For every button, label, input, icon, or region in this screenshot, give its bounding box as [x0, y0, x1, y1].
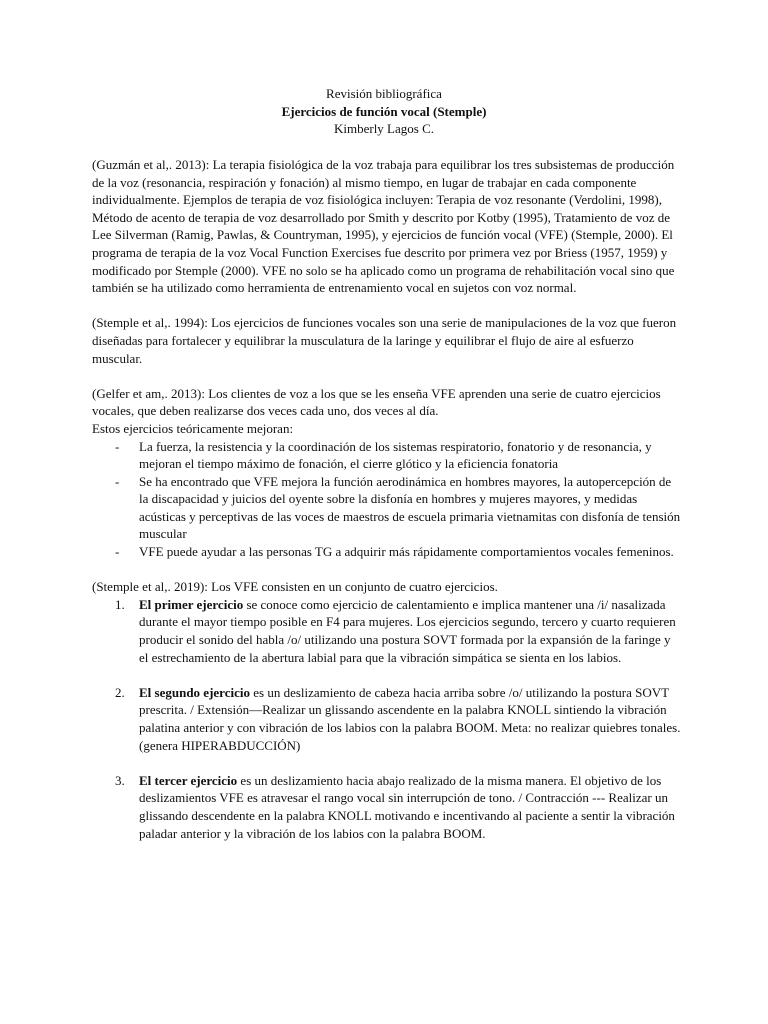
paragraph-gelfer: (Gelfer et am,. 2013): Los clientes de voz a los que se les enseña VFE aprenden una serie de cuatro ejercicios vocales, que deben realizarse dos veces cada uno, dos veces al día. [92, 385, 661, 419]
exercise-heading: El tercer ejercicio [139, 772, 238, 788]
exercise-item [92, 684, 682, 754]
list-item-text: La fuerza, la resistencia y la coordinación de los sistemas respiratorio, fonatorio y de resonancia, y mejoran el tiempo máximo de fonación, el cierre glótico y la eficiencia fonatoria [139, 438, 652, 472]
exercise-number: 3. [115, 772, 125, 788]
dash-marker: - [115, 473, 120, 489]
paragraph-guzman: (Guzmán et al,. 2013): La terapia fisiológica de la voz trabaja para equilibrar los tres subsistemas de producción de la voz (resonancia, respiración y fonación) al mismo tiempo, en lugar de trabajar en cada componente individualmente. Ejemplos de terapia de voz fisiológica incluyen: Terapia de voz resonante (Verdolini, 1998), Método de acento de terapia de voz desarrollado por Smith y descrito por Kotby (1995), Tratamiento de voz de Lee Silverman (Ramig, Pawlas, & Countryman, 1995), y ejercicios de función vocal (VFE) (Stemple, 2000). El programa de terapia de la voz Vocal Function Exercises fue descrito por primera vez por Briess (1957, 1959) y modificado por Stemple (2000). VFE no solo se ha aplicado como un programa de rehabilitación vocal sino que también se ha utilizado como herramienta de entrenamiento vocal en sujetos con voz normal. [92, 157, 675, 296]
list-item-text: Se ha encontrado que VFE mejora la función aerodinámica en hombres mayores, la autopercepción de la discapacidad y juicios del oyente sobre la disfonía en hombres y mujeres mayores, y medidas acústicas y perceptivas de las voces de maestros de escuela primaria vietnamitas con disfonía de tensión muscular [139, 473, 681, 542]
document-header [0, 85, 768, 138]
exercise-heading: El segundo ejercicio [139, 684, 250, 700]
exercise-heading: El primer ejercicio [139, 596, 244, 612]
list-item [92, 473, 682, 543]
exercise-item [92, 596, 682, 666]
exercises-list [92, 596, 682, 842]
exercise-text: es un deslizamiento hacia abajo realizado de la misma manera. El objetivo de los deslizamientos VFE es atravesar el rango vocal sin interrupción de tono. / Contracción --- Realizar un glissando descendente en la palabra KNOLL motivando e incentivando al paciente a sentir la vibración paladar anterior y la vibración de los labios con la palabra BOOM. [139, 772, 675, 841]
paragraph-stemple-1994: (Stemple et al,. 1994): Los ejercicios de funciones vocales son una serie de manipulaciones de la voz que fueron diseñadas para fortalecer y equilibrar la musculatura de la laringe y equilibrar el flujo de aire al esfuerzo muscular. [92, 315, 677, 366]
exercise-number: 2. [115, 684, 125, 700]
dash-marker: - [115, 544, 120, 560]
exercise-text: se conoce como ejercicio de calentamiento e implica mantener una /i/ nasalizada durante el mayor tiempo posible en F4 para mujeres. Los ejercicios segundo, tercero y cuarto requieren producir el sonido del habla /o/ utilizando una postura SOVT formada por la expansión de la faringe y el estrechamiento de la abertura labial para que la vibración simpática se sienta en los labios. [139, 596, 676, 665]
document-title: Ejercicios de función vocal (Stemple) [281, 103, 487, 119]
list-item-text: VFE puede ayudar a las personas TG a adquirir más rápidamente comportamientos vocales femeninos. [139, 544, 674, 560]
exercise-text: es un deslizamiento de cabeza hacia arriba sobre /o/ utilizando la postura SOVT prescrita. / Extensión—Realizar un glissando ascendente en la palabra KNOLL sintiendo la vibración palatina anterior y con vibración de los labios con la palabra BOOM. Meta: no realizar quiebres tonales. (genera HIPERABDUCCIÓN) [139, 684, 681, 753]
subtitle: Revisión bibliográfica [326, 86, 442, 101]
document-body [92, 156, 682, 860]
dash-marker: - [115, 438, 120, 454]
exercise-number: 1. [115, 596, 125, 612]
exercise-item [92, 772, 682, 842]
list-item [92, 438, 682, 473]
author: Kimberly Lagos C. [333, 121, 434, 137]
list-item [92, 543, 682, 561]
paragraph-stemple-2019: (Stemple et al,. 2019): Los VFE consisten en un conjunto de cuatro ejercicios. [92, 579, 498, 595]
improvements-list [92, 438, 682, 561]
paragraph-improvements-intro: Estos ejercicios teóricamente mejoran: [92, 420, 294, 436]
